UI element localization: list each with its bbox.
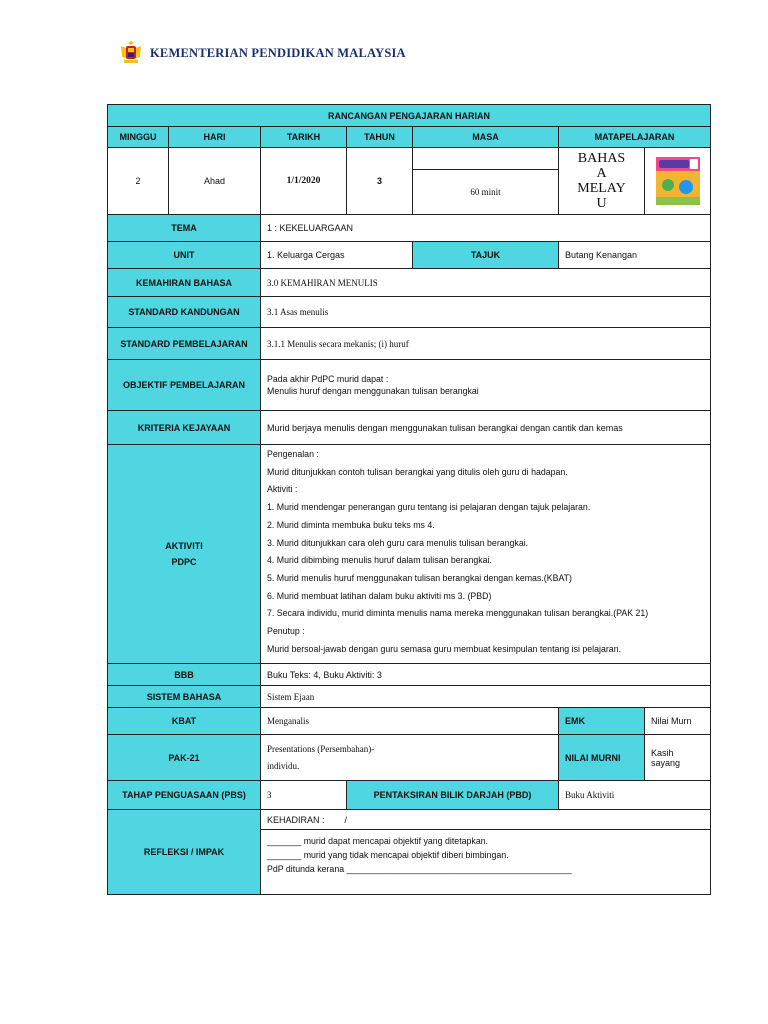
aktiviti-line: 4. Murid dibimbing menulis huruf dalam tulisan berangkai. bbox=[267, 555, 492, 566]
bbb-label: BBB bbox=[108, 664, 261, 686]
malaysia-crest-icon bbox=[118, 40, 144, 66]
tema-label: TEMA bbox=[108, 215, 261, 242]
col-tahun: TAHUN bbox=[347, 127, 413, 148]
sistem-bahasa-label: SISTEM BAHASA bbox=[108, 686, 261, 708]
kbat-label: KBAT bbox=[108, 708, 261, 735]
tema-value: 1 : KEKELUARGAAN bbox=[261, 215, 711, 242]
kehadiran: KEHADIRAN : / bbox=[261, 810, 711, 830]
aktiviti-line: Murid ditunjukkan contoh tulisan berangkai yang ditulis oleh guru di hadapan. bbox=[267, 466, 568, 477]
aktiviti-line: 5. Murid menulis huruf menggunakan tulisan berangkai dengan kemas.(KBAT) bbox=[267, 572, 572, 583]
sp-label: STANDARD PEMBELAJARAN bbox=[108, 328, 261, 360]
col-tarikh: TARIKH bbox=[261, 127, 347, 148]
aktiviti-label-1: AKTIVITI bbox=[165, 541, 203, 551]
aktiviti-line: Pengenalan : bbox=[267, 449, 319, 459]
kemahiran-label: KEMAHIRAN BAHASA bbox=[108, 269, 261, 297]
nilai-murni-value: Kasih sayang bbox=[645, 735, 711, 781]
refleksi-line-2: _______ murid yang tidak mencapai objektif diberi bimbingan. bbox=[267, 850, 509, 860]
aktiviti-list bbox=[261, 445, 711, 664]
aktiviti-line: 2. Murid diminta membuka buku teks ms 4. bbox=[267, 519, 435, 530]
col-masa: MASA bbox=[413, 127, 559, 148]
tahap-value: 3 bbox=[261, 781, 347, 810]
pak21-label: PAK-21 bbox=[108, 735, 261, 781]
aktiviti-line: 6. Murid membuat latihan dalam buku aktiviti ms 3. (PBD) bbox=[267, 590, 492, 601]
pbd-label: PENTAKSIRAN BILIK DARJAH (PBD) bbox=[347, 781, 559, 810]
aktiviti-label bbox=[108, 445, 261, 664]
objektif-line-1: Pada akhir PdPC murid dapat : bbox=[267, 374, 389, 384]
value-subject: BAHAS A MELAY U bbox=[559, 148, 645, 215]
sp-value: 3.1.1 Menulis secara mekanis; (i) huruf bbox=[261, 328, 711, 360]
value-tarikh: 1/1/2020 bbox=[261, 148, 347, 215]
value-masa: 60 minit bbox=[413, 170, 559, 215]
kemahiran-value: 3.0 KEMAHIRAN MENULIS bbox=[261, 269, 711, 297]
refleksi-label: REFLEKSI / IMPAK bbox=[108, 810, 261, 895]
kriteria-label: KRITERIA KEJAYAAN bbox=[108, 411, 261, 445]
objektif-label: OBJEKTIF PEMBELAJARAN bbox=[108, 360, 261, 411]
col-matapelajaran: MATAPELAJARAN bbox=[559, 127, 711, 148]
aktiviti-label-2: PDPC bbox=[171, 557, 197, 567]
refleksi-notes bbox=[261, 830, 711, 895]
objektif-cell bbox=[261, 360, 711, 411]
tajuk-label: TAJUK bbox=[413, 242, 559, 269]
lesson-plan-table bbox=[107, 104, 711, 895]
col-minggu: MINGGU bbox=[108, 127, 169, 148]
value-masa-top bbox=[413, 148, 559, 170]
value-hari: Ahad bbox=[169, 148, 261, 215]
aktiviti-line: Murid bersoal-jawab dengan guru semasa guru membuat kesimpulan tentang isi pelajaran. bbox=[267, 643, 622, 654]
objektif-line-2: Menulis huruf dengan menggunakan tulisan berangkai bbox=[267, 386, 479, 396]
emk-value: Nilai Murn bbox=[645, 708, 711, 735]
aktiviti-line: 3. Murid ditunjukkan cara oleh guru cara menulis tulisan berangkai. bbox=[267, 537, 529, 548]
refleksi-line-1: _______ murid dapat mencapai objektif yang ditetapkan. bbox=[267, 836, 489, 846]
kriteria-value: Murid berjaya menulis dengan menggunakan tulisan berangkai dengan cantik dan kemas bbox=[261, 411, 711, 445]
value-minggu: 2 bbox=[108, 148, 169, 215]
sistem-bahasa-value: Sistem Ejaan bbox=[261, 686, 711, 708]
aktiviti-line: 7. Secara individu, murid diminta menulis nama mereka menggunakan tulisan berangkai.(PAK 21) bbox=[267, 608, 649, 619]
nilai-murni-label: NILAI MURNI bbox=[559, 735, 645, 781]
tajuk-value: Butang Kenangan bbox=[559, 242, 711, 269]
tahap-label: TAHAP PENGUASAAN (PBS) bbox=[108, 781, 261, 810]
ministry-title: KEMENTERIAN PENDIDIKAN MALAYSIA bbox=[150, 45, 406, 60]
kbat-value: Menganalis bbox=[261, 708, 559, 735]
col-hari: HARI bbox=[169, 127, 261, 148]
unit-label: UNIT bbox=[108, 242, 261, 269]
sk-value: 3.1 Asas menulis bbox=[261, 297, 711, 328]
unit-value: 1. Keluarga Cergas bbox=[261, 242, 413, 269]
aktiviti-line: Penutup : bbox=[267, 626, 305, 637]
plan-title: RANCANGAN PENGAJARAN HARIAN bbox=[108, 105, 711, 127]
textbook-cover-image bbox=[656, 157, 700, 205]
bbb-value: Buku Teks: 4, Buku Aktiviti: 3 bbox=[261, 664, 711, 686]
textbook-cover bbox=[645, 148, 711, 215]
document-header bbox=[118, 40, 406, 66]
sk-label: STANDARD KANDUNGAN bbox=[108, 297, 261, 328]
pbd-value: Buku Aktiviti bbox=[559, 781, 711, 810]
refleksi-line-3: PdP ditunda kerana ______________________________________________ bbox=[267, 864, 572, 874]
pak21-value: Presentations (Persembahan)- individu. bbox=[261, 735, 559, 781]
aktiviti-line: 1. Murid mendengar penerangan guru tentang isi pelajaran dengan tajuk pelajaran. bbox=[267, 502, 591, 513]
aktiviti-line: Aktiviti : bbox=[267, 484, 298, 495]
emk-label: EMK bbox=[559, 708, 645, 735]
value-tahun: 3 bbox=[347, 148, 413, 215]
